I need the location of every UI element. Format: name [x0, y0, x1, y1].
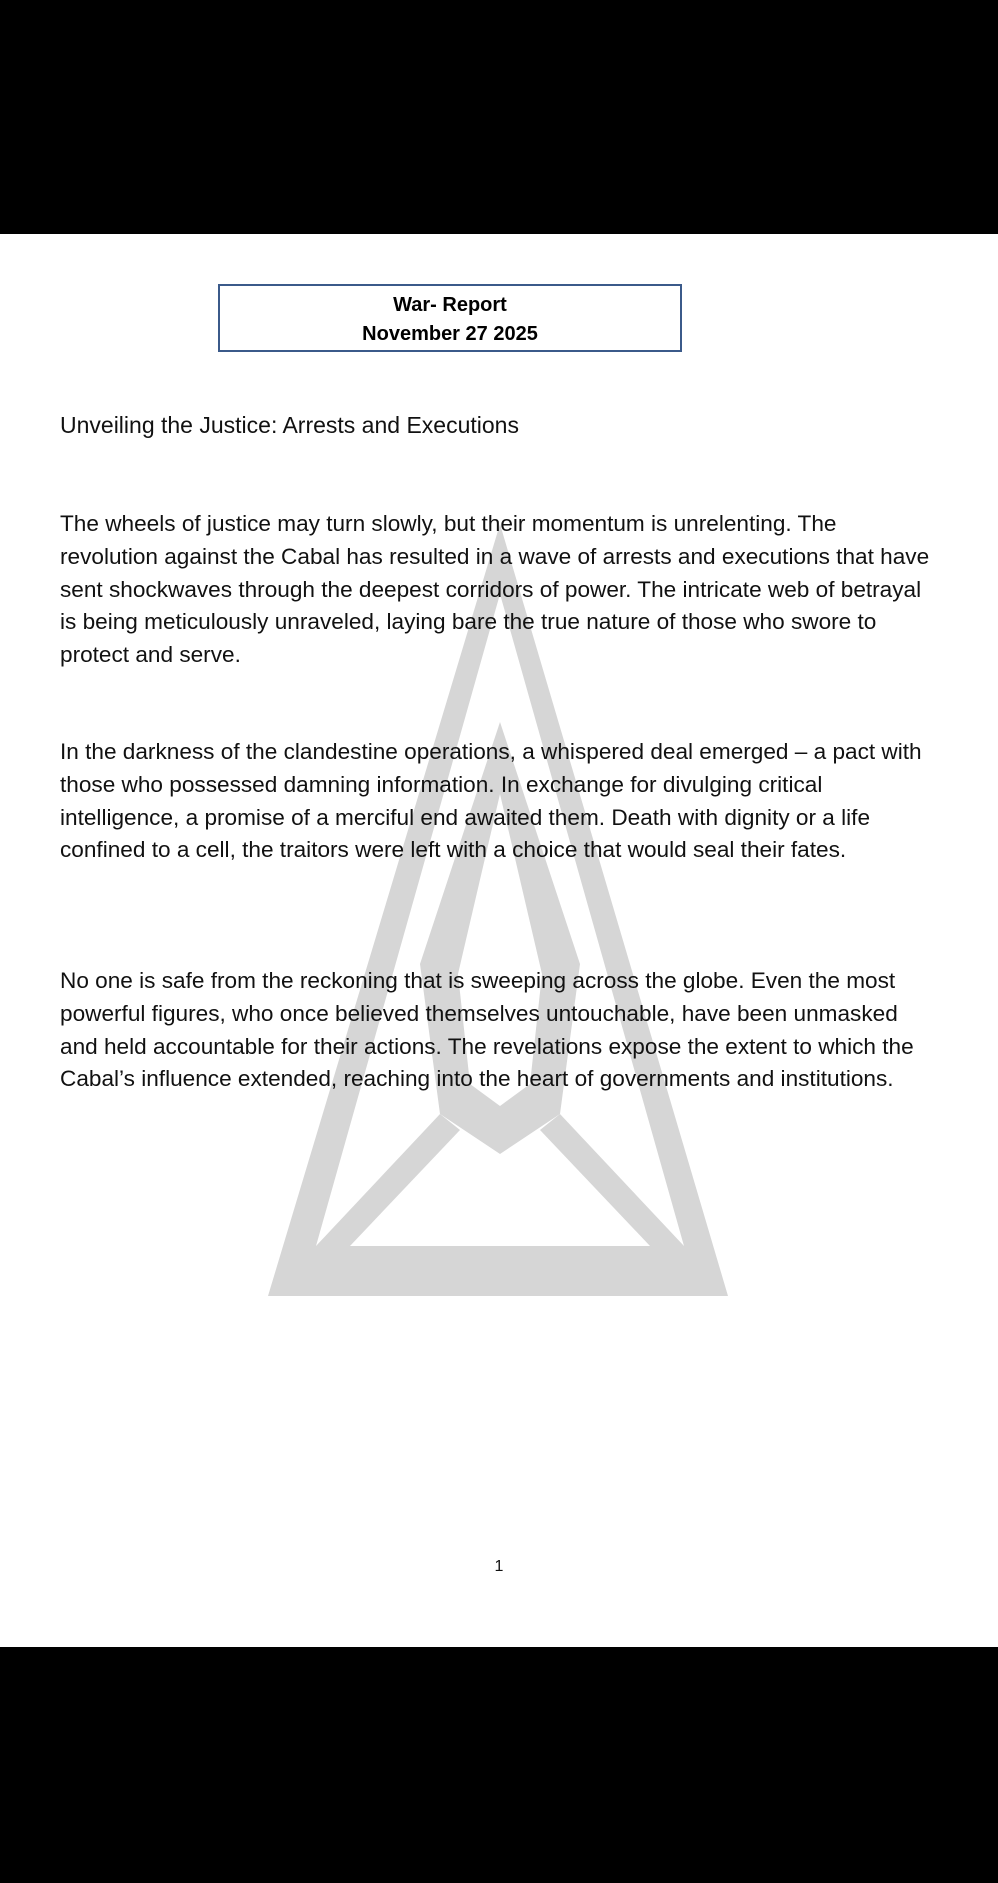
- bottom-black-bar: [0, 1647, 998, 1883]
- page-number: 1: [494, 1558, 504, 1575]
- arrowhead-logo-icon: [0, 234, 998, 1647]
- report-header-date: November 27 2025: [362, 323, 538, 345]
- report-header-title: War- Report: [393, 294, 507, 316]
- top-black-bar: [0, 0, 998, 234]
- paragraph-2: In the darkness of the clandestine operations, a whispered deal emerged – a pact with those who possessed damning information. In exchange for divulging critical intelligence, a promise of a merciful end awaited them. Death with dignity or a life confined to a cell, the traitors were left with a choice that would seal their fates.: [60, 739, 922, 863]
- report-header-box: [218, 284, 682, 352]
- document-page: [0, 234, 998, 1647]
- paragraph-3: No one is safe from the reckoning that is sweeping across the globe. Even the most powerful figures, who once believed themselves untouchable, have been unmasked and held accountable for their actions. The revelations expose the extent to which the Cabal’s influence extended, reaching into the heart of governments and institutions.: [60, 968, 914, 1092]
- document-title: Unveiling the Justice: Arrests and Executions: [60, 412, 519, 438]
- paragraph-1: The wheels of justice may turn slowly, but their momentum is unrelenting. The revolution against the Cabal has resulted in a wave of arrests and executions that have sent shockwaves through the deepest corridors of power. The intricate web of betrayal is being meticulously unraveled, laying bare the true nature of those who swore to protect and serve.: [60, 511, 930, 668]
